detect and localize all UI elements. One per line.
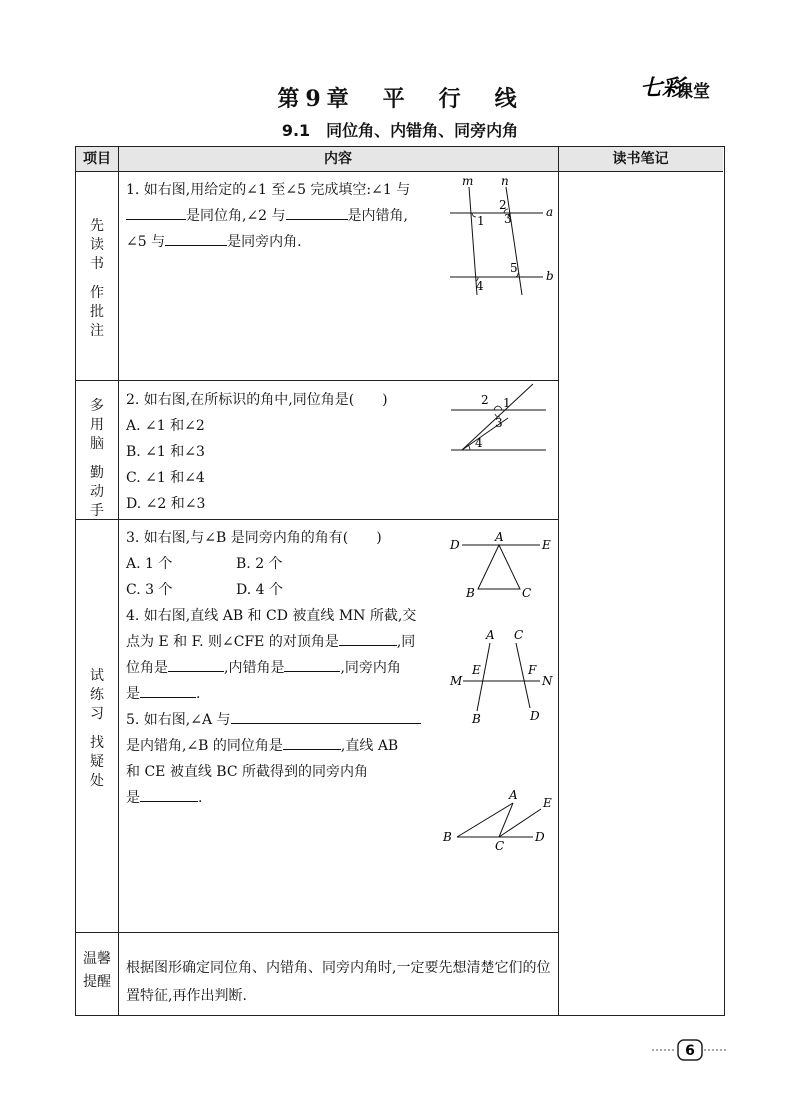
q3-option-c[interactable]: C. 3 个 [126,582,173,598]
fig-label-E: E [543,796,552,810]
page-number-ornament [650,1038,730,1062]
q5-blank-1[interactable] [231,707,421,724]
q3-stem: 3. 如右图,与∠B 是同旁内角的角有( ) [126,530,382,546]
q5-figure [441,787,556,862]
row-divider [76,380,558,381]
table-header-row [76,147,723,172]
page-number: 6 [685,1043,695,1059]
fig-label-A: A [486,628,495,642]
q2-option-d[interactable]: D. ∠2 和∠3 [126,496,206,512]
grid-line [118,147,119,1015]
q2-option-b[interactable]: B. ∠1 和∠3 [126,444,205,460]
q3-option-a[interactable]: A. 1 个 [126,556,173,572]
q5-blank-3[interactable] [140,785,198,802]
fig-label-C: C [514,628,524,642]
grid-line [558,147,559,1015]
q1-blank-1[interactable] [126,203,186,220]
q2-option-c[interactable]: C. ∠1 和∠4 [126,470,205,486]
fig-label-B: B [443,830,452,844]
fig-label-M: M [450,674,463,688]
fig-label-B: B [466,586,475,600]
fig-label-D: D [535,830,545,844]
fig-label-D: D [450,538,460,552]
fig-label-5: 5 [510,261,518,275]
fig-label-4: 4 [476,279,484,293]
fig-label-E: E [542,538,551,552]
question-1: 1. 如右图,用给定的∠1 至∠5 完成填空:∠1 与 是同位角,∠2 与 是内错角, ∠5 与 是同旁内角. [126,177,456,255]
q1-line1: 1. 如右图,用给定的∠1 至∠5 完成填空:∠1 与 [126,182,411,198]
section-title: 9.1 同位角、内错角、同旁内角 [281,121,519,140]
fig-label-n: n [501,174,509,188]
q4-blank-1[interactable] [339,629,397,646]
fig-label-2: 2 [499,198,507,212]
q2-option-a[interactable]: A. ∠1 和∠2 [126,418,205,434]
fig-label-F: F [528,663,537,677]
fig-label-B: B [472,712,481,726]
row-label-practice: 多 用 脑 勤 动 手 [90,398,104,519]
fig-label-4: 4 [475,436,483,450]
page-number-badge [650,1038,730,1062]
fig-label-A: A [509,788,518,802]
q1-blank-2[interactable] [286,203,348,220]
question-3-to-5: 3. 如右图,与∠B 是同旁内角的角有( ) A. 1 个 B. 2 个 C. 3 个 D. 4 个 4. 如右图,直线 AB 和 CD 被直线 MN 所截,交 点为 E 和 F. 则∠CFE 的对顶角是 ,同 位角是 ,内错角是 ,同旁内角 是 . 5. 如右图,∠A 与 是内错角,∠B 的同位角是 ,直线 AB 和 CE 被直线 BC 所截得到的同旁内角 是 . [126,525,456,811]
question-2 [126,387,456,517]
tip-text: 根据图形确定同位角、内错角、同旁内角时,一定要先想清楚它们的位置特征,再作出判断. [126,960,551,1004]
svg-text:七彩: 七彩 [640,75,685,101]
row-label-tip: 温馨 提醒 [83,951,111,990]
fig-label-D: D [530,709,540,723]
row-divider [76,932,558,933]
q4-blank-4[interactable] [140,681,196,698]
fig-label-3: 3 [495,416,503,430]
q1-figure [448,175,553,305]
study-table [75,146,725,1016]
fig-label-2: 2 [481,393,489,407]
q2-stem: 2. 如右图,在所标识的角中,同位角是( ) [126,392,388,408]
header-notes: 读书笔记 [612,151,669,167]
fig-label-C: C [522,586,532,600]
q4-blank-2[interactable] [168,655,224,672]
row-divider [76,519,558,520]
q2-figure [448,382,553,457]
q3-option-d[interactable]: D. 4 个 [236,582,283,598]
fig-label-C: C [495,839,505,853]
q1-blank-3[interactable] [165,229,227,246]
row-label-read: 先 读 书 作 批 注 [90,218,104,339]
q5-line3: 和 CE 被直线 BC 所截得到的同旁内角 [126,764,368,780]
fig-label-N: N [542,674,553,688]
fig-label-1: 1 [503,396,511,410]
fig-label-A: A [495,530,504,544]
q4-figure [448,623,558,728]
header-content: 内容 [324,151,352,167]
q4-line1: 4. 如右图,直线 AB 和 CD 被直线 MN 所截,交 [126,608,417,624]
q5-blank-2[interactable] [283,733,341,750]
q3-option-b[interactable]: B. 2 个 [236,556,283,572]
brand-word: 课堂 [676,82,710,102]
q4-blank-3[interactable] [284,655,340,672]
fig-label-b: b [546,269,554,283]
q3-figure [448,529,553,604]
row-label-try: 试 练 习 找 疑 处 [90,668,104,789]
fig-label-3: 3 [504,212,512,226]
fig-label-1: 1 [477,214,485,228]
fig-label-E: E [472,663,481,677]
header-item: 项目 [83,151,111,167]
fig-label-a: a [546,205,554,219]
chapter-title: 第9章 平 行 线 [277,86,523,112]
fig-label-m: m [462,174,474,188]
